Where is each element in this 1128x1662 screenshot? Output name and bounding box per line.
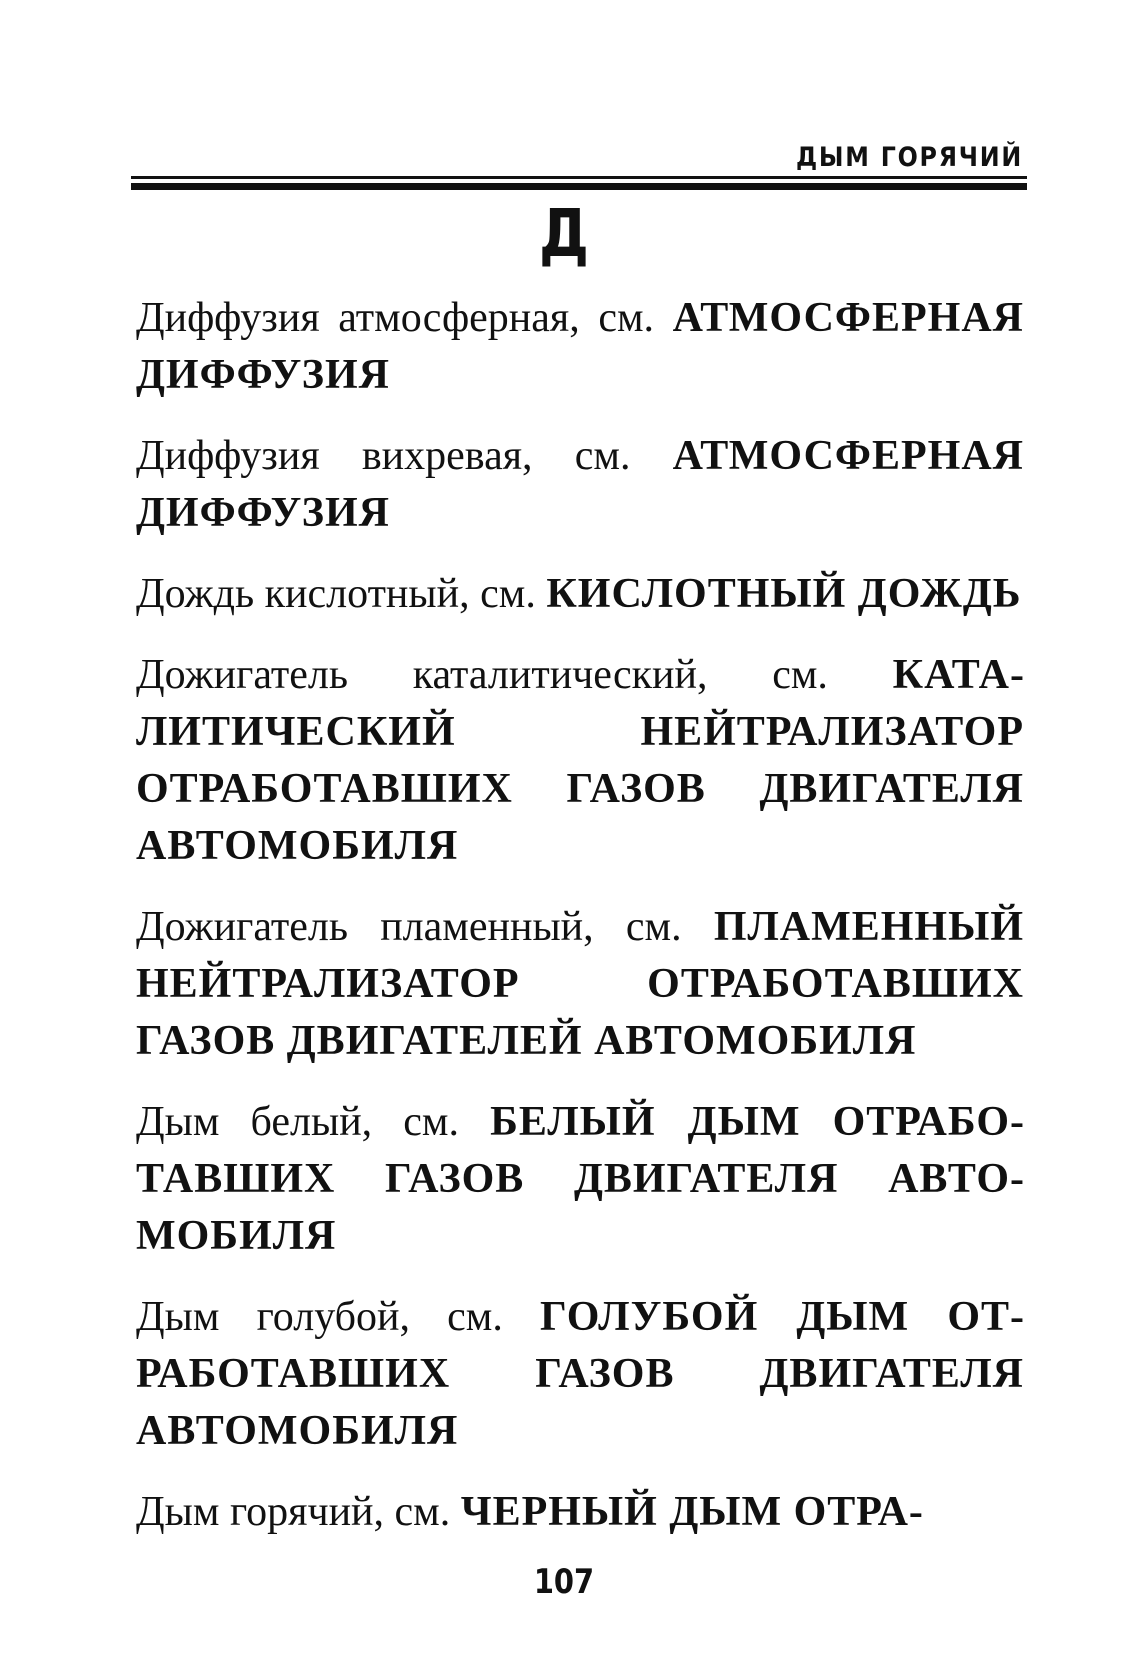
dictionary-entry [136, 1484, 1024, 1541]
dictionary-entry [136, 566, 1024, 623]
dictionary-entry [136, 1289, 1024, 1460]
dictionary-entries [136, 290, 1024, 1565]
section-letter: Д [539, 195, 589, 272]
dictionary-entry [136, 290, 1024, 404]
header-rule-thick [131, 183, 1027, 190]
entry-cross-reference: БЕЛЫЙ ДЫМ ОТРАБОТАВШИХ ГАЗОВ ДВИГАТЕЛЯ АВТОМОБИЛЯ [136, 1099, 1025, 1259]
entry-term: Дым горячий, см. [136, 1489, 451, 1535]
dictionary-entry [136, 647, 1024, 875]
entry-cross-reference: ПЛАМЕННЫЙ НЕЙТРАЛИЗАТОР ОТРАБОТАВШИХ ГАЗОВ ДВИГАТЕЛЕЙ АВТОМОБИЛЯ [136, 904, 1025, 1064]
entry-cross-reference: КИСЛОТНЫЙ ДОЖДЬ [546, 571, 1022, 617]
dictionary-entry [136, 899, 1024, 1070]
entry-term: Диффузия вихревая, см. [136, 433, 631, 479]
entry-cross-reference: КАТАЛИТИЧЕСКИЙ НЕЙТРАЛИЗАТОР ОТРАБОТАВШИХ ГАЗОВ ДВИГАТЕЛЯ АВТОМОБИЛЯ [136, 652, 1024, 869]
entry-cross-reference: ГОЛУБОЙ ДЫМ ОТРАБОТАВШИХ ГАЗОВ ДВИГАТЕЛЯ АВТОМОБИЛЯ [136, 1294, 1025, 1454]
dictionary-entry [136, 1094, 1024, 1265]
entry-term: Дожигатель каталитический, см. [136, 652, 828, 698]
page-number: 107 [533, 1562, 595, 1602]
entry-term: Дождь кислотный, см. [136, 571, 536, 617]
entry-term: Дым белый, см. [136, 1099, 460, 1145]
entry-cross-reference: АТМОСФЕРНАЯ ДИФФУЗИЯ [136, 433, 1024, 536]
dictionary-entry [136, 428, 1024, 542]
running-head: ДЫМ ГОРЯЧИЙ [795, 142, 1023, 173]
entry-term: Диффузия атмосферная, см. [136, 295, 655, 341]
entry-term: Дожигатель пламенный, см. [136, 904, 682, 950]
entry-cross-reference: АТМОСФЕРНАЯ ДИФФУЗИЯ [136, 295, 1024, 398]
header-rule-thin [131, 176, 1027, 179]
entry-term: Дым голубой, см. [136, 1294, 503, 1340]
entry-cross-reference: ЧЕРНЫЙ ДЫМ ОТРА- [460, 1489, 924, 1535]
